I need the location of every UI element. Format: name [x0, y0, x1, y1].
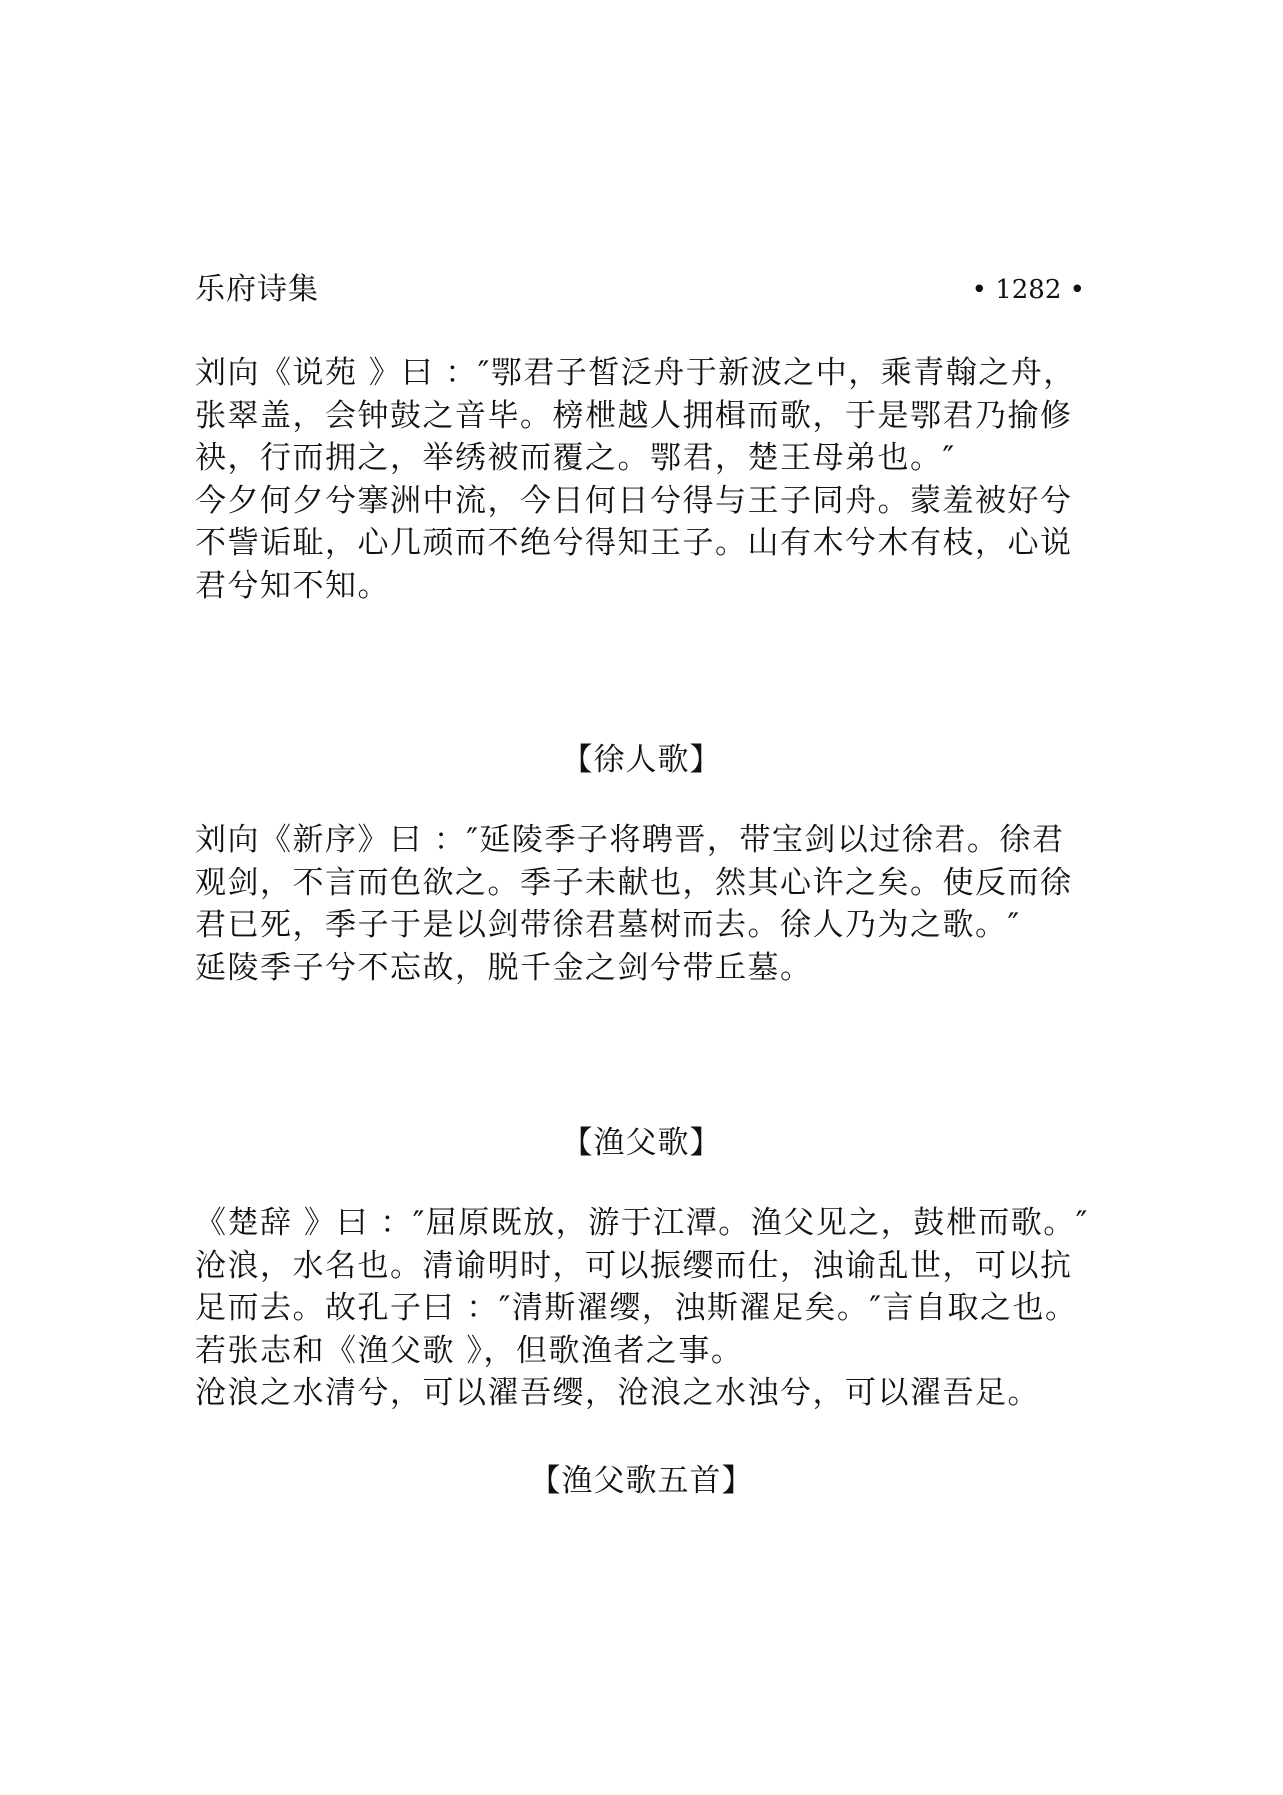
section-verse: 今夕何夕兮搴洲中流，今日何日兮得与王子同舟。蒙羞被好兮 不訾诟耻，心几顽而不绝兮得知王子。山有木兮木有枝，心说 君兮知不知。 — [195, 482, 1073, 604]
section-yufu-body — [195, 1202, 1090, 1415]
page-header — [195, 268, 1085, 312]
section-heading-yufu-five: 【渔父歌五首】 — [529, 1463, 754, 1499]
page-number: • 1282 • — [971, 275, 1085, 305]
section-preface: 《楚辞 》曰 ：″屈原既放，游于江潭。渔父见之，鼓枻而歌。″ 沧浪，水名也。清谕明时，可以振缨而仕，浊谕乱世，可以抗 足而去。故孔子曰 ：″清斯濯缨，浊斯濯足矣。″言自取之也。 若张志和《渔父歌 》，但歌渔者之事。 — [195, 1205, 1089, 1369]
book-title: 乐府诗集 — [195, 272, 319, 307]
section-preface: 刘向《说苑 》曰 ：″鄂君子皙泛舟于新波之中，乘青翰之舟， 张翠盖，会钟鼓之音毕。榜枻越人拥楫而歌，于是鄂君乃揄修 袂，行而拥之，举绣被而覆之。鄂君，楚王母弟也。″ — [195, 355, 1076, 476]
section-verse: 沧浪之水清兮，可以濯吾缨，沧浪之水浊兮，可以濯吾足。 — [195, 1375, 1040, 1411]
section-yueren-body — [195, 352, 1090, 607]
section-xuren-body — [195, 819, 1090, 989]
section-verse: 延陵季子兮不忘故，脱千金之剑兮带丘墓。 — [195, 949, 813, 986]
section-heading-yufu: 【渔父歌】 — [561, 1125, 722, 1161]
section-heading-xuren: 【徐人歌】 — [561, 742, 722, 778]
section-preface: 刘向《新序》曰 ：″延陵季子将聘晋，带宝剑以过徐君。徐君 观剑，不言而色欲之。季子未献也，然其心许之矣。使反而徐 君已死，季子于是以剑带徐君墓树而去。徐人乃为之歌。″ — [195, 822, 1073, 943]
